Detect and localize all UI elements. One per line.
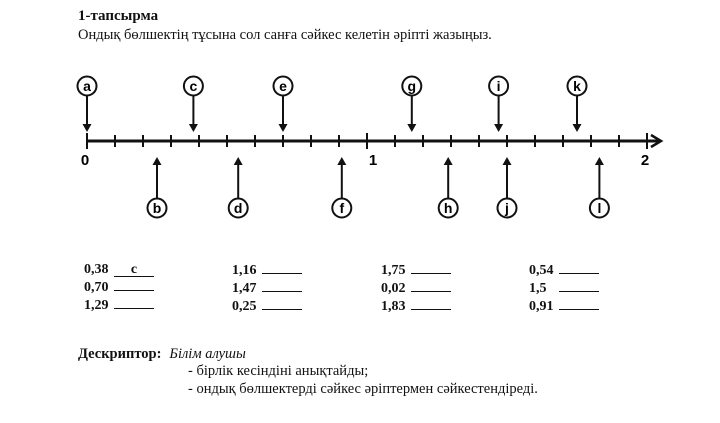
marker-letter: e bbox=[279, 78, 287, 94]
answer-value: 0,54 bbox=[529, 263, 554, 278]
task-instruction: Ондық бөлшектің тұсына сол санға сәйкес келетін әріпті жазыңыз. bbox=[78, 27, 492, 43]
answer-value: 0,25 bbox=[232, 299, 257, 314]
descriptor-subject: Білім алушы bbox=[169, 346, 246, 362]
answer-value: 1,5 bbox=[529, 281, 547, 296]
answer-blank[interactable] bbox=[114, 278, 154, 291]
arrow-up-icon bbox=[337, 157, 346, 165]
arrow-down-icon bbox=[573, 124, 582, 132]
marker-d bbox=[229, 157, 248, 218]
marker-l bbox=[590, 157, 609, 218]
marker-c bbox=[184, 77, 203, 133]
answer-blank[interactable] bbox=[262, 279, 302, 292]
answer-column-3 bbox=[381, 261, 451, 315]
arrow-up-icon bbox=[503, 157, 512, 165]
arrow-up-icon bbox=[153, 157, 162, 165]
answer-value: 0,38 bbox=[84, 262, 109, 277]
marker-letter: a bbox=[83, 78, 91, 94]
marker-k bbox=[568, 77, 587, 133]
marker-letter: i bbox=[496, 78, 501, 94]
answer-row bbox=[232, 297, 302, 315]
answer-blank[interactable] bbox=[559, 261, 599, 274]
answer-blank[interactable] bbox=[262, 261, 302, 274]
answer-value: 0,91 bbox=[529, 299, 554, 314]
answer-value: 1,75 bbox=[381, 263, 406, 278]
answer-row bbox=[381, 261, 451, 279]
answer-blank[interactable] bbox=[559, 279, 599, 292]
marker-letter: g bbox=[407, 78, 417, 94]
answer-row bbox=[232, 261, 302, 279]
marker-letter: h bbox=[443, 200, 453, 216]
arrow-up-icon bbox=[595, 157, 604, 165]
answer-row bbox=[381, 279, 451, 297]
answer-row bbox=[381, 297, 451, 315]
marker-e bbox=[274, 77, 293, 133]
marker-b bbox=[148, 157, 167, 218]
answer-blank[interactable]: c bbox=[114, 264, 154, 277]
arrow-down-icon bbox=[189, 124, 198, 132]
arrow-down-icon bbox=[279, 124, 288, 132]
marker-h bbox=[439, 157, 458, 218]
answer-row bbox=[84, 278, 154, 296]
answer-row bbox=[84, 261, 154, 278]
marker-f bbox=[332, 157, 351, 218]
tick-label: 1 bbox=[368, 152, 378, 169]
marker-i bbox=[489, 77, 508, 133]
arrow-down-icon bbox=[83, 124, 92, 132]
answer-row bbox=[529, 261, 599, 279]
answer-column-4 bbox=[529, 261, 599, 315]
arrow-up-icon bbox=[234, 157, 243, 165]
marker-a bbox=[78, 77, 97, 133]
answer-row bbox=[529, 297, 599, 315]
answer-blank[interactable] bbox=[262, 297, 302, 310]
marker-letter: j bbox=[505, 200, 509, 216]
descriptor-item: - бірлік кесіндіні анықтайды; bbox=[188, 363, 369, 379]
descriptor-item: - ондық бөлшектерді сәйкес әріптермен сәйкестендіреді. bbox=[188, 381, 538, 397]
task-title: 1-тапсырма bbox=[78, 8, 159, 24]
marker-letter: b bbox=[152, 200, 162, 216]
answer-value: 0,70 bbox=[84, 280, 109, 295]
tick-label: 2 bbox=[640, 152, 650, 169]
arrow-up-icon bbox=[444, 157, 453, 165]
arrow-down-icon bbox=[407, 124, 416, 132]
answer-blank[interactable] bbox=[411, 297, 451, 310]
marker-letter: c bbox=[189, 78, 198, 94]
answer-blank[interactable] bbox=[411, 261, 451, 274]
answer-blank[interactable] bbox=[114, 296, 154, 309]
answer-column-2 bbox=[232, 261, 302, 315]
answer-row bbox=[232, 279, 302, 297]
answer-value: 0,02 bbox=[381, 281, 406, 296]
answer-blank[interactable] bbox=[559, 297, 599, 310]
marker-letter: k bbox=[573, 78, 581, 94]
descriptor bbox=[78, 346, 246, 363]
marker-j bbox=[498, 157, 517, 218]
descriptor-label: Дескриптор: bbox=[78, 346, 162, 362]
answer-column-1 bbox=[84, 261, 154, 314]
answer-row bbox=[529, 279, 599, 297]
marker-g bbox=[402, 77, 421, 133]
answer-value: 1,29 bbox=[84, 298, 109, 313]
marker-letter: d bbox=[233, 200, 243, 216]
answer-value: 1,47 bbox=[232, 281, 257, 296]
answer-value: 1,16 bbox=[232, 263, 257, 278]
marker-letter: f bbox=[339, 200, 345, 216]
answer-value: 1,83 bbox=[381, 299, 406, 314]
marker-letter: l bbox=[597, 200, 602, 216]
arrow-down-icon bbox=[494, 124, 503, 132]
tick-label: 0 bbox=[80, 152, 90, 169]
answer-row bbox=[84, 296, 154, 314]
answer-blank[interactable] bbox=[411, 279, 451, 292]
